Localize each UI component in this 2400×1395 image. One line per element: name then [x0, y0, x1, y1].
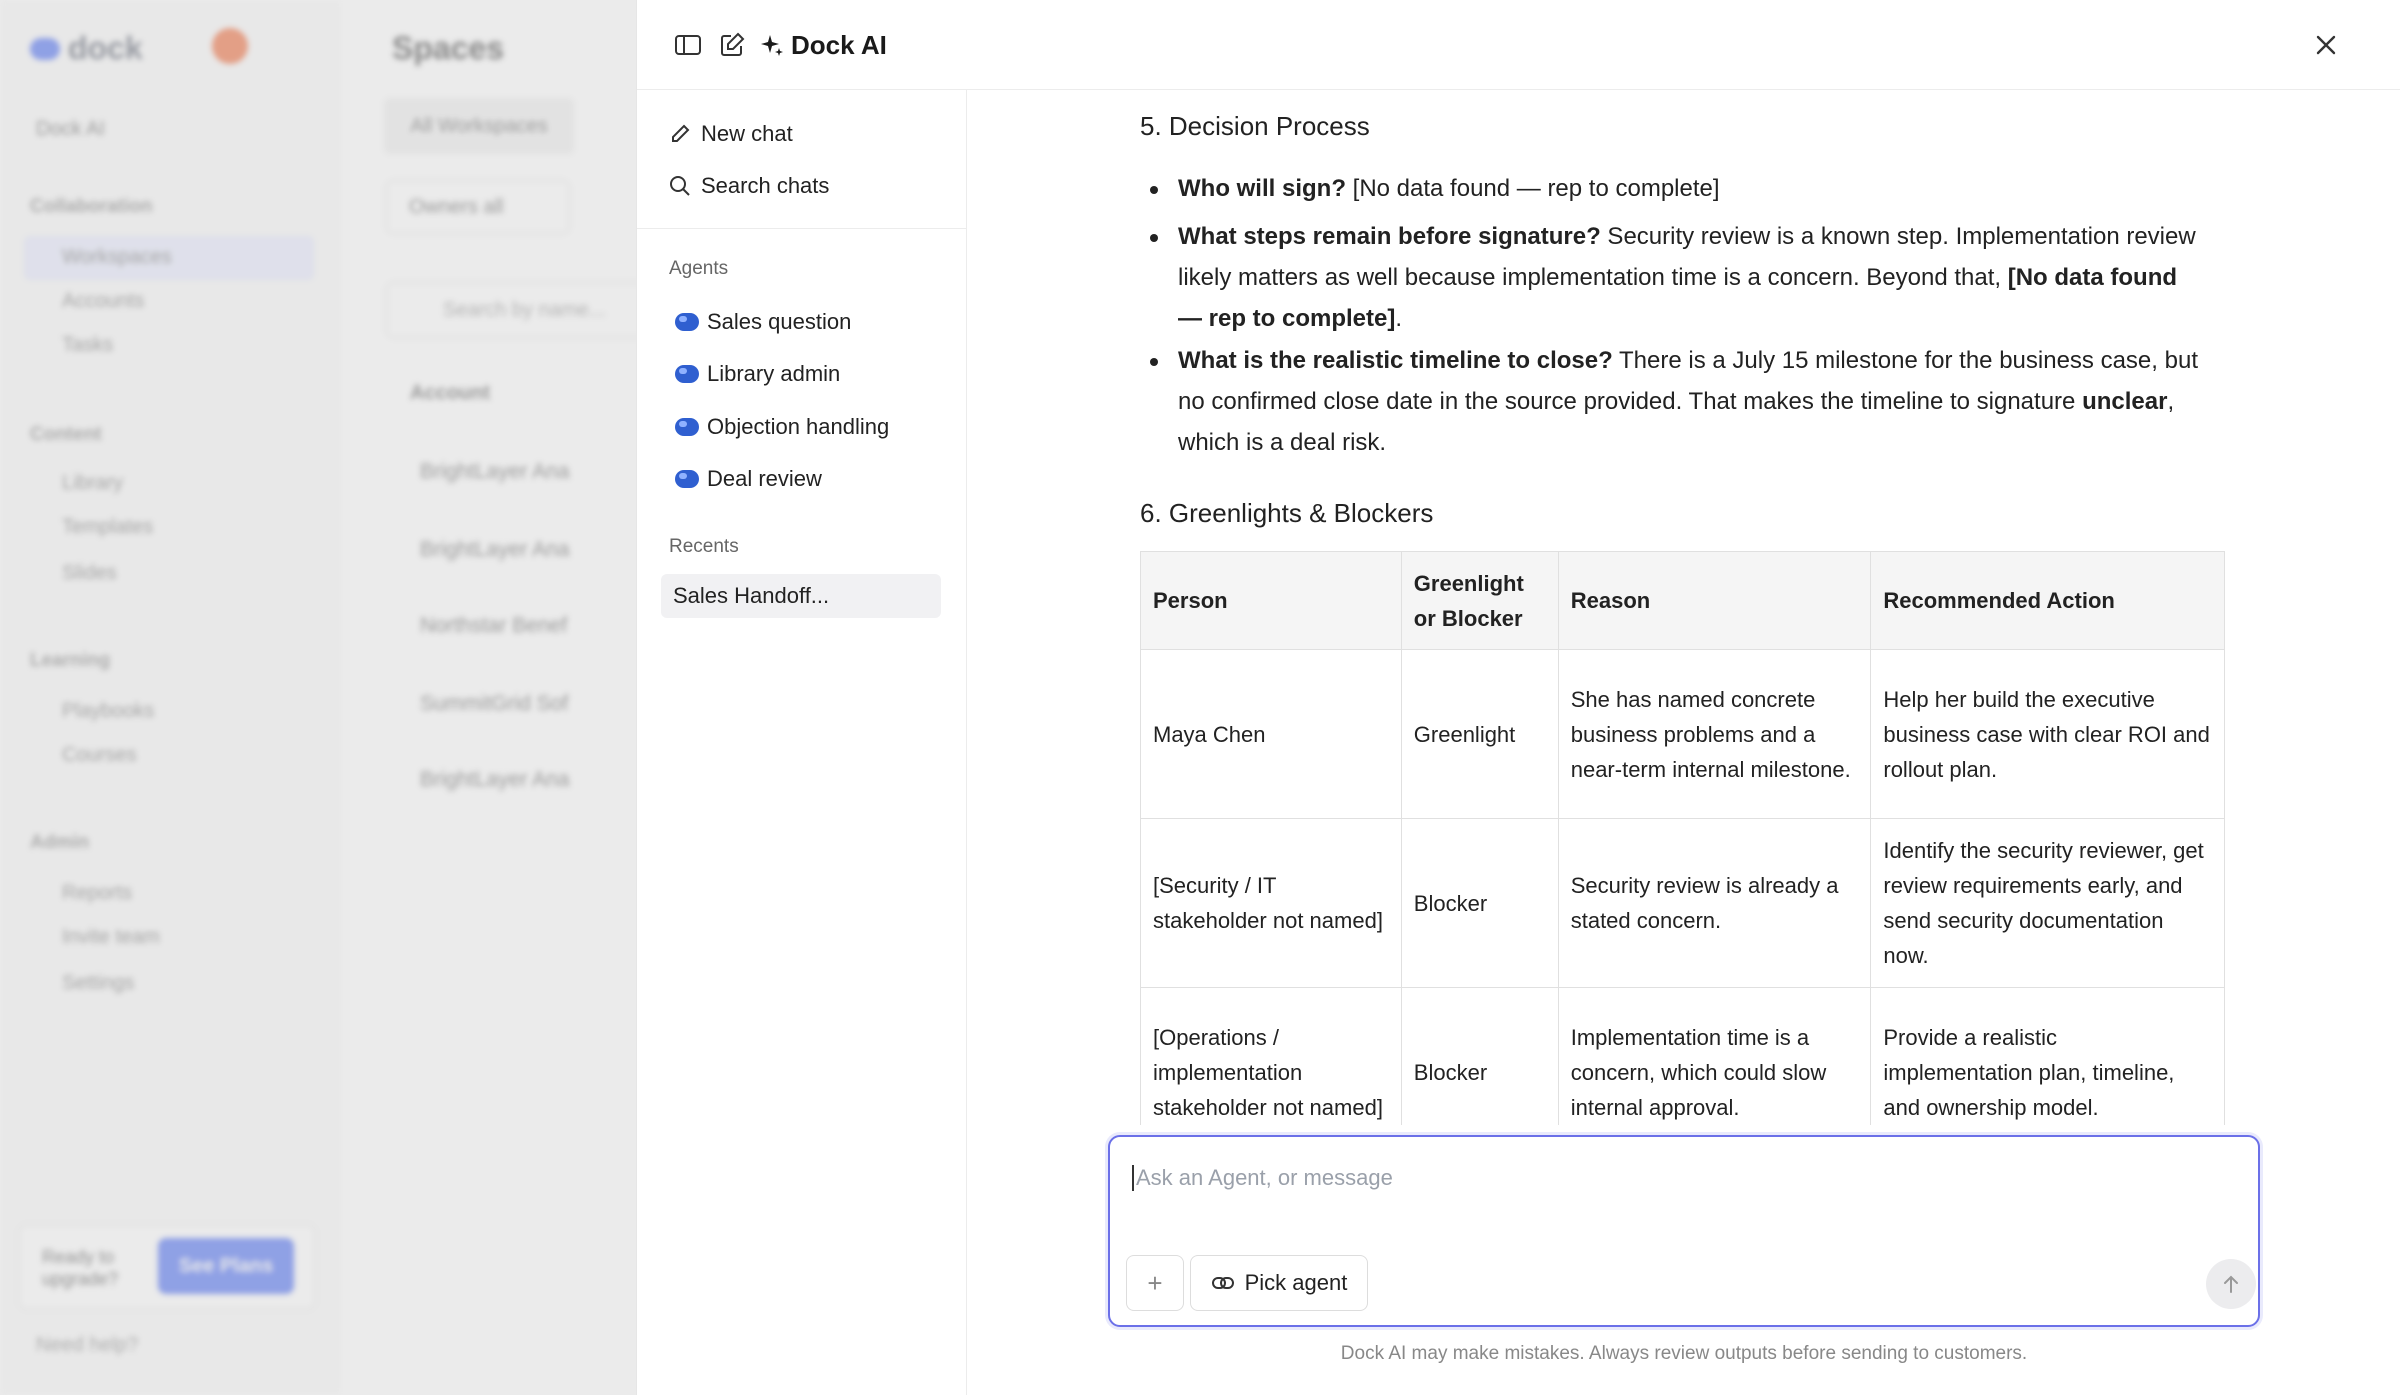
- agent-icon: [675, 418, 699, 436]
- table-row: [1141, 988, 2225, 1126]
- pick-agent-button[interactable]: [1190, 1255, 1368, 1311]
- bg-nav-dock-ai: Dock AI: [36, 118, 105, 140]
- table-row: [1141, 819, 2225, 988]
- section-heading: 6. Greenlights & Blockers: [1140, 498, 1434, 528]
- bg-section-title: Admin: [30, 832, 90, 853]
- agent-icon: [675, 365, 699, 383]
- close-icon: [2315, 34, 2337, 56]
- bullet-bold: Who will sign?: [1178, 175, 1346, 202]
- table-cell: Blocker: [1401, 988, 1558, 1126]
- bg-nav-item: Workspaces: [62, 246, 172, 268]
- disclaimer: Dock AI may make mistakes. Always review outputs before sending to customers.: [1340, 1343, 2028, 1364]
- table-cell: [Security / IT stakeholder not named]: [1141, 819, 1402, 988]
- table-cell: [Operations / implementation stakeholder not named]: [1141, 988, 1402, 1126]
- bg-search: Search by name...: [386, 282, 646, 338]
- table-header-row: [1141, 552, 2225, 650]
- recent-chat-item[interactable]: Sales Handoff...: [661, 574, 941, 618]
- bg-nav-item: Library: [62, 472, 124, 494]
- table-cell: Help her build the executive business case with clear ROI and rollout plan.: [1871, 650, 2225, 819]
- bg-nav-item: Accounts: [62, 290, 145, 312]
- sidebar-toggle-icon[interactable]: [673, 30, 703, 60]
- bg-section-title: Collaboration: [30, 196, 153, 217]
- bg-nav-item: Settings: [62, 972, 135, 994]
- bg-upgrade-text: Ready to upgrade?: [42, 1247, 119, 1289]
- bg-column-header: Account: [410, 382, 490, 404]
- bg-table-row: Northstar Benef: [420, 614, 568, 637]
- chat-sidebar: [637, 90, 967, 1395]
- bg-table-row: BrightLayer Ana: [420, 538, 570, 561]
- table-cell: Implementation time is a concern, which could slow internal approval.: [1558, 988, 1871, 1126]
- greenlights-table: [1140, 551, 2225, 1125]
- close-button[interactable]: [2309, 28, 2343, 62]
- bg-nav-item: Playbooks: [62, 700, 155, 722]
- attach-button[interactable]: +: [1126, 1255, 1184, 1311]
- table-row: [1141, 650, 2225, 819]
- agent-library-admin[interactable]: [675, 354, 840, 394]
- bullet-text: Security review is a known step. Implementation review likely matters as well because implementation time is a concern. Beyond that,: [1178, 223, 2196, 291]
- bullet-bold: unclear: [2082, 388, 2168, 415]
- sparkle-icon: [759, 33, 785, 59]
- bullet-bold: What is the realistic timeline to close?: [1178, 347, 1613, 374]
- table-cell: Provide a realistic implementation plan, timeline, and ownership model.: [1871, 988, 2225, 1126]
- agents-label: Agents: [669, 258, 729, 279]
- agent-icon: [675, 470, 699, 488]
- bg-page-title: Spaces: [392, 30, 505, 66]
- new-chat-label: New chat: [701, 121, 793, 146]
- bg-nav-item: Reports: [62, 882, 133, 904]
- bullet-text: , which is a deal risk.: [1178, 388, 2175, 456]
- recents-label: Recents: [669, 536, 739, 557]
- agent-label: Library admin: [707, 361, 841, 386]
- section-heading: 5. Decision Process: [1140, 111, 1370, 141]
- arrow-up-icon: [2222, 1274, 2240, 1294]
- bullet-item: [1178, 340, 2198, 463]
- new-chat-button[interactable]: [669, 114, 793, 154]
- message-input[interactable]: [1132, 1165, 1393, 1191]
- agent-label: Objection handling: [707, 414, 890, 439]
- bg-section-title: Learning: [30, 650, 111, 671]
- bullet-text: [No data found — rep to complete]: [1345, 175, 1720, 202]
- agent-icon: [675, 313, 699, 331]
- compose-icon[interactable]: [717, 30, 747, 60]
- bg-table-row: BrightLayer Ana: [420, 460, 570, 483]
- table-cell: Security review is already a stated concern.: [1558, 819, 1871, 988]
- bullet-text: There is a July 15 milestone for the business case, but no confirmed close date in the source provided. That makes the timeline to signature: [1178, 347, 2198, 415]
- table-cell: Maya Chen: [1141, 650, 1402, 819]
- bg-filter: Owners all: [386, 180, 570, 234]
- bullet-item: [1178, 216, 2198, 339]
- table-cell: Blocker: [1401, 819, 1558, 988]
- pencil-icon: [669, 123, 691, 145]
- table-cell: She has named concrete business problems and a near-term internal milestone.: [1558, 650, 1871, 819]
- logo-text: dock: [68, 30, 143, 66]
- bg-help: Need help?: [36, 1334, 139, 1356]
- table-header: Greenlight or Blocker: [1401, 552, 1558, 650]
- search-chats-label: Search chats: [701, 173, 830, 198]
- agent-deal-review[interactable]: [675, 459, 822, 499]
- search-icon: [669, 175, 691, 197]
- message-composer[interactable]: [1108, 1135, 2260, 1327]
- panel-title-text: Dock AI: [791, 30, 887, 60]
- bg-nav-item: Courses: [62, 744, 137, 766]
- agent-link-icon: [1211, 1274, 1235, 1292]
- table-cell: Greenlight: [1401, 650, 1558, 819]
- search-chats-button[interactable]: [669, 166, 829, 206]
- agent-objection-handling[interactable]: [675, 407, 889, 447]
- bg-nav-item: Invite team: [62, 926, 160, 948]
- chat-content[interactable]: [968, 91, 2400, 1125]
- dock-ai-panel: [636, 0, 2400, 1395]
- text-caret: [1132, 1165, 1134, 1191]
- bullet-item: [1178, 168, 2198, 209]
- message-placeholder: Ask an Agent, or message: [1136, 1165, 1393, 1190]
- bg-see-plans-button: See Plans: [158, 1238, 294, 1294]
- bullet-text: .: [1395, 305, 1403, 332]
- panel-header: [637, 0, 2400, 90]
- bg-nav-item: Templates: [62, 516, 154, 538]
- agent-label: Deal review: [707, 466, 822, 491]
- table-header: Recommended Action: [1871, 552, 2225, 650]
- agent-label: Sales question: [707, 309, 852, 334]
- table-header: Reason: [1558, 552, 1871, 650]
- bg-nav-item: Tasks: [62, 334, 114, 356]
- agent-sales-question[interactable]: [675, 302, 851, 342]
- bullet-bold: What steps remain before signature?: [1178, 223, 1601, 250]
- panel-title: [759, 30, 887, 61]
- pick-agent-label: Pick agent: [1244, 1270, 1348, 1295]
- table-header: Person: [1141, 552, 1402, 650]
- table-cell: Identify the security reviewer, get review requirements early, and send security documentation now.: [1871, 819, 2225, 988]
- send-button[interactable]: [2206, 1259, 2256, 1309]
- divider: [637, 228, 967, 229]
- bg-section-title: Content: [30, 424, 102, 445]
- bg-nav-item: Slides: [62, 562, 117, 584]
- bullet-bold: [No data found — rep to complete]: [1178, 264, 2178, 332]
- bg-tab: All Workspaces: [384, 98, 574, 154]
- bg-table-row: BrightLayer Ana: [420, 768, 570, 791]
- bg-table-row: SummitGrid Sof: [420, 692, 569, 715]
